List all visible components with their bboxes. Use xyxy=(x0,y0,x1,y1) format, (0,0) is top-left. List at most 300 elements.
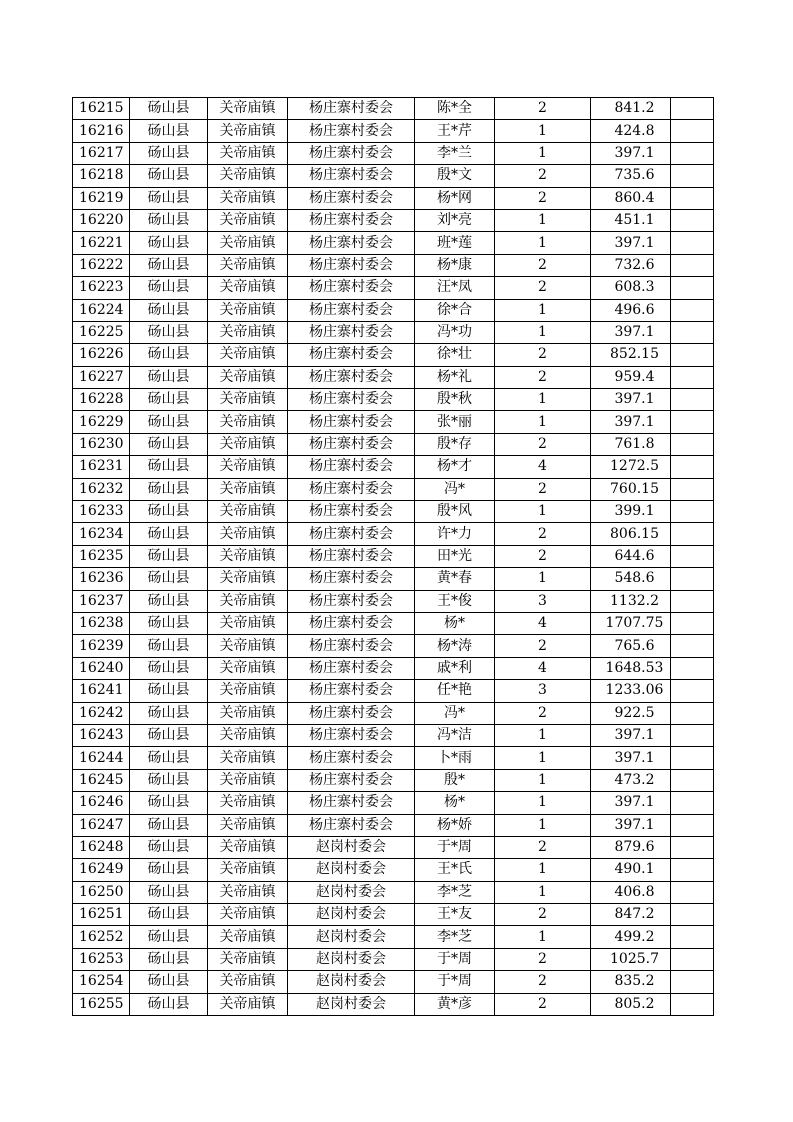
amount-cell: 406.8 xyxy=(591,881,671,903)
amount-cell: 397.1 xyxy=(591,724,671,746)
name-cell: 王*俊 xyxy=(415,590,495,612)
remark-cell xyxy=(671,568,714,590)
village-cell: 杨庄寨村委会 xyxy=(288,254,415,276)
table-row xyxy=(73,859,714,881)
name-cell: 冯* xyxy=(415,702,495,724)
amount-cell: 765.6 xyxy=(591,635,671,657)
town-cell: 关帝庙镇 xyxy=(208,657,288,679)
town-cell: 关帝庙镇 xyxy=(208,456,288,478)
county-cell: 砀山县 xyxy=(130,277,208,299)
household-count-cell: 2 xyxy=(495,433,591,455)
household-count-cell: 1 xyxy=(495,747,591,769)
town-cell: 关帝庙镇 xyxy=(208,277,288,299)
amount-cell: 841.2 xyxy=(591,98,671,120)
table-row xyxy=(73,657,714,679)
village-cell: 杨庄寨村委会 xyxy=(288,545,415,567)
village-cell: 杨庄寨村委会 xyxy=(288,120,415,142)
remark-cell xyxy=(671,702,714,724)
household-count-cell: 1 xyxy=(495,769,591,791)
remark-cell xyxy=(671,478,714,500)
household-count-cell: 1 xyxy=(495,411,591,433)
row-id-cell: 16250 xyxy=(73,881,130,903)
county-cell: 砀山县 xyxy=(130,657,208,679)
row-id-cell: 16223 xyxy=(73,277,130,299)
row-id-cell: 16242 xyxy=(73,702,130,724)
household-count-cell: 1 xyxy=(495,321,591,343)
name-cell: 许*力 xyxy=(415,523,495,545)
town-cell: 关帝庙镇 xyxy=(208,433,288,455)
remark-cell xyxy=(671,411,714,433)
town-cell: 关帝庙镇 xyxy=(208,545,288,567)
household-count-cell: 4 xyxy=(495,612,591,634)
county-cell: 砀山县 xyxy=(130,545,208,567)
county-cell: 砀山县 xyxy=(130,769,208,791)
remark-cell xyxy=(671,299,714,321)
table-row xyxy=(73,568,714,590)
remark-cell xyxy=(671,187,714,209)
town-cell: 关帝庙镇 xyxy=(208,836,288,858)
name-cell: 冯* xyxy=(415,478,495,500)
village-cell: 杨庄寨村委会 xyxy=(288,635,415,657)
table-row xyxy=(73,680,714,702)
county-cell: 砀山县 xyxy=(130,904,208,926)
household-count-cell: 1 xyxy=(495,859,591,881)
town-cell: 关帝庙镇 xyxy=(208,344,288,366)
county-cell: 砀山县 xyxy=(130,702,208,724)
household-count-cell: 1 xyxy=(495,724,591,746)
household-count-cell: 2 xyxy=(495,635,591,657)
remark-cell xyxy=(671,456,714,478)
household-count-cell: 2 xyxy=(495,366,591,388)
name-cell: 黄*彦 xyxy=(415,993,495,1015)
name-cell: 杨* xyxy=(415,792,495,814)
name-cell: 殷* xyxy=(415,769,495,791)
county-cell: 砀山县 xyxy=(130,724,208,746)
town-cell: 关帝庙镇 xyxy=(208,792,288,814)
county-cell: 砀山县 xyxy=(130,926,208,948)
town-cell: 关帝庙镇 xyxy=(208,568,288,590)
county-cell: 砀山县 xyxy=(130,612,208,634)
table-row xyxy=(73,501,714,523)
county-cell: 砀山县 xyxy=(130,254,208,276)
county-cell: 砀山县 xyxy=(130,523,208,545)
row-id-cell: 16251 xyxy=(73,904,130,926)
row-id-cell: 16218 xyxy=(73,165,130,187)
remark-cell xyxy=(671,612,714,634)
county-cell: 砀山县 xyxy=(130,993,208,1015)
table-row xyxy=(73,232,714,254)
amount-cell: 397.1 xyxy=(591,389,671,411)
county-cell: 砀山县 xyxy=(130,971,208,993)
name-cell: 于*周 xyxy=(415,836,495,858)
amount-cell: 761.8 xyxy=(591,433,671,455)
name-cell: 刘*亮 xyxy=(415,209,495,231)
household-count-cell: 1 xyxy=(495,142,591,164)
table-row xyxy=(73,98,714,120)
row-id-cell: 16249 xyxy=(73,859,130,881)
amount-cell: 397.1 xyxy=(591,232,671,254)
town-cell: 关帝庙镇 xyxy=(208,98,288,120)
amount-cell: 879.6 xyxy=(591,836,671,858)
village-cell: 杨庄寨村委会 xyxy=(288,389,415,411)
village-cell: 赵岗村委会 xyxy=(288,904,415,926)
village-cell: 杨庄寨村委会 xyxy=(288,142,415,164)
county-cell: 砀山县 xyxy=(130,98,208,120)
town-cell: 关帝庙镇 xyxy=(208,881,288,903)
table-row xyxy=(73,187,714,209)
row-id-cell: 16215 xyxy=(73,98,130,120)
household-count-cell: 2 xyxy=(495,836,591,858)
amount-cell: 735.6 xyxy=(591,165,671,187)
name-cell: 田*光 xyxy=(415,545,495,567)
amount-cell: 860.4 xyxy=(591,187,671,209)
household-count-cell: 1 xyxy=(495,389,591,411)
table-row xyxy=(73,523,714,545)
town-cell: 关帝庙镇 xyxy=(208,209,288,231)
household-count-cell: 2 xyxy=(495,344,591,366)
name-cell: 徐*壮 xyxy=(415,344,495,366)
village-cell: 杨庄寨村委会 xyxy=(288,702,415,724)
village-cell: 杨庄寨村委会 xyxy=(288,568,415,590)
remark-cell xyxy=(671,98,714,120)
table-row xyxy=(73,993,714,1015)
village-cell: 杨庄寨村委会 xyxy=(288,724,415,746)
row-id-cell: 16221 xyxy=(73,232,130,254)
row-id-cell: 16254 xyxy=(73,971,130,993)
table-row xyxy=(73,142,714,164)
town-cell: 关帝庙镇 xyxy=(208,120,288,142)
village-cell: 杨庄寨村委会 xyxy=(288,411,415,433)
amount-cell: 1707.75 xyxy=(591,612,671,634)
amount-cell: 806.15 xyxy=(591,523,671,545)
amount-cell: 959.4 xyxy=(591,366,671,388)
remark-cell xyxy=(671,859,714,881)
amount-cell: 499.2 xyxy=(591,926,671,948)
household-count-cell: 1 xyxy=(495,232,591,254)
village-cell: 杨庄寨村委会 xyxy=(288,792,415,814)
town-cell: 关帝庙镇 xyxy=(208,142,288,164)
household-count-cell: 2 xyxy=(495,277,591,299)
remark-cell xyxy=(671,657,714,679)
county-cell: 砀山县 xyxy=(130,456,208,478)
county-cell: 砀山县 xyxy=(130,165,208,187)
remark-cell xyxy=(671,209,714,231)
table-row xyxy=(73,433,714,455)
name-cell: 黄*春 xyxy=(415,568,495,590)
name-cell: 杨*网 xyxy=(415,187,495,209)
amount-cell: 608.3 xyxy=(591,277,671,299)
table-row xyxy=(73,702,714,724)
village-cell: 杨庄寨村委会 xyxy=(288,657,415,679)
row-id-cell: 16240 xyxy=(73,657,130,679)
household-count-cell: 1 xyxy=(495,501,591,523)
remark-cell xyxy=(671,366,714,388)
remark-cell xyxy=(671,904,714,926)
remark-cell xyxy=(671,836,714,858)
table-row xyxy=(73,411,714,433)
table-row xyxy=(73,926,714,948)
amount-cell: 835.2 xyxy=(591,971,671,993)
remark-cell xyxy=(671,277,714,299)
county-cell: 砀山县 xyxy=(130,859,208,881)
name-cell: 殷*存 xyxy=(415,433,495,455)
amount-cell: 1233.06 xyxy=(591,680,671,702)
household-count-cell: 2 xyxy=(495,545,591,567)
name-cell: 殷*秋 xyxy=(415,389,495,411)
row-id-cell: 16237 xyxy=(73,590,130,612)
village-cell: 赵岗村委会 xyxy=(288,993,415,1015)
table-row xyxy=(73,389,714,411)
row-id-cell: 16248 xyxy=(73,836,130,858)
county-cell: 砀山县 xyxy=(130,209,208,231)
table-row xyxy=(73,747,714,769)
name-cell: 冯*洁 xyxy=(415,724,495,746)
household-count-cell: 3 xyxy=(495,590,591,612)
name-cell: 于*周 xyxy=(415,948,495,970)
remark-cell xyxy=(671,344,714,366)
name-cell: 王*友 xyxy=(415,904,495,926)
name-cell: 于*周 xyxy=(415,971,495,993)
county-cell: 砀山县 xyxy=(130,635,208,657)
county-cell: 砀山县 xyxy=(130,232,208,254)
village-cell: 杨庄寨村委会 xyxy=(288,680,415,702)
county-cell: 砀山县 xyxy=(130,411,208,433)
amount-cell: 805.2 xyxy=(591,993,671,1015)
village-cell: 杨庄寨村委会 xyxy=(288,814,415,836)
village-cell: 赵岗村委会 xyxy=(288,971,415,993)
village-cell: 杨庄寨村委会 xyxy=(288,590,415,612)
table-row xyxy=(73,120,714,142)
village-cell: 杨庄寨村委会 xyxy=(288,277,415,299)
name-cell: 李*芝 xyxy=(415,926,495,948)
amount-cell: 1272.5 xyxy=(591,456,671,478)
village-cell: 杨庄寨村委会 xyxy=(288,299,415,321)
row-id-cell: 16247 xyxy=(73,814,130,836)
name-cell: 杨*涛 xyxy=(415,635,495,657)
remark-cell xyxy=(671,120,714,142)
village-cell: 杨庄寨村委会 xyxy=(288,456,415,478)
county-cell: 砀山县 xyxy=(130,187,208,209)
amount-cell: 852.15 xyxy=(591,344,671,366)
remark-cell xyxy=(671,948,714,970)
town-cell: 关帝庙镇 xyxy=(208,478,288,500)
row-id-cell: 16225 xyxy=(73,321,130,343)
table-row xyxy=(73,277,714,299)
amount-cell: 847.2 xyxy=(591,904,671,926)
row-id-cell: 16224 xyxy=(73,299,130,321)
town-cell: 关帝庙镇 xyxy=(208,769,288,791)
village-cell: 杨庄寨村委会 xyxy=(288,187,415,209)
village-cell: 杨庄寨村委会 xyxy=(288,478,415,500)
table-row xyxy=(73,836,714,858)
amount-cell: 496.6 xyxy=(591,299,671,321)
remark-cell xyxy=(671,433,714,455)
row-id-cell: 16217 xyxy=(73,142,130,164)
household-count-cell: 4 xyxy=(495,456,591,478)
row-id-cell: 16230 xyxy=(73,433,130,455)
village-cell: 杨庄寨村委会 xyxy=(288,523,415,545)
village-cell: 杨庄寨村委会 xyxy=(288,98,415,120)
name-cell: 班*莲 xyxy=(415,232,495,254)
name-cell: 杨*娇 xyxy=(415,814,495,836)
name-cell: 王*氏 xyxy=(415,859,495,881)
county-cell: 砀山县 xyxy=(130,680,208,702)
county-cell: 砀山县 xyxy=(130,120,208,142)
remark-cell xyxy=(671,501,714,523)
town-cell: 关帝庙镇 xyxy=(208,232,288,254)
remark-cell xyxy=(671,680,714,702)
household-count-cell: 1 xyxy=(495,299,591,321)
town-cell: 关帝庙镇 xyxy=(208,299,288,321)
row-id-cell: 16227 xyxy=(73,366,130,388)
row-id-cell: 16255 xyxy=(73,993,130,1015)
county-cell: 砀山县 xyxy=(130,299,208,321)
remark-cell xyxy=(671,881,714,903)
remark-cell xyxy=(671,926,714,948)
town-cell: 关帝庙镇 xyxy=(208,724,288,746)
table-row xyxy=(73,948,714,970)
row-id-cell: 16235 xyxy=(73,545,130,567)
household-count-cell: 2 xyxy=(495,948,591,970)
town-cell: 关帝庙镇 xyxy=(208,971,288,993)
amount-cell: 399.1 xyxy=(591,501,671,523)
table-row xyxy=(73,724,714,746)
household-count-cell: 2 xyxy=(495,702,591,724)
county-cell: 砀山县 xyxy=(130,433,208,455)
remark-cell xyxy=(671,769,714,791)
relief-roster-table xyxy=(72,97,714,1016)
table-row xyxy=(73,904,714,926)
remark-cell xyxy=(671,814,714,836)
town-cell: 关帝庙镇 xyxy=(208,859,288,881)
amount-cell: 397.1 xyxy=(591,747,671,769)
row-id-cell: 16231 xyxy=(73,456,130,478)
row-id-cell: 16228 xyxy=(73,389,130,411)
document-page xyxy=(72,97,714,1016)
village-cell: 杨庄寨村委会 xyxy=(288,747,415,769)
row-id-cell: 16229 xyxy=(73,411,130,433)
household-count-cell: 1 xyxy=(495,926,591,948)
amount-cell: 451.1 xyxy=(591,209,671,231)
village-cell: 杨庄寨村委会 xyxy=(288,209,415,231)
table-row xyxy=(73,299,714,321)
county-cell: 砀山县 xyxy=(130,836,208,858)
row-id-cell: 16252 xyxy=(73,926,130,948)
amount-cell: 397.1 xyxy=(591,321,671,343)
table-row xyxy=(73,366,714,388)
name-cell: 汪*凤 xyxy=(415,277,495,299)
town-cell: 关帝庙镇 xyxy=(208,747,288,769)
town-cell: 关帝庙镇 xyxy=(208,187,288,209)
county-cell: 砀山县 xyxy=(130,344,208,366)
remark-cell xyxy=(671,747,714,769)
row-id-cell: 16241 xyxy=(73,680,130,702)
table-row xyxy=(73,590,714,612)
town-cell: 关帝庙镇 xyxy=(208,389,288,411)
village-cell: 杨庄寨村委会 xyxy=(288,344,415,366)
county-cell: 砀山县 xyxy=(130,366,208,388)
remark-cell xyxy=(671,389,714,411)
name-cell: 李*芝 xyxy=(415,881,495,903)
amount-cell: 922.5 xyxy=(591,702,671,724)
row-id-cell: 16219 xyxy=(73,187,130,209)
household-count-cell: 2 xyxy=(495,971,591,993)
county-cell: 砀山县 xyxy=(130,321,208,343)
amount-cell: 644.6 xyxy=(591,545,671,567)
household-count-cell: 1 xyxy=(495,568,591,590)
household-count-cell: 2 xyxy=(495,254,591,276)
name-cell: 李*兰 xyxy=(415,142,495,164)
county-cell: 砀山县 xyxy=(130,478,208,500)
village-cell: 赵岗村委会 xyxy=(288,926,415,948)
remark-cell xyxy=(671,724,714,746)
village-cell: 杨庄寨村委会 xyxy=(288,769,415,791)
table-row xyxy=(73,814,714,836)
amount-cell: 397.1 xyxy=(591,792,671,814)
row-id-cell: 16216 xyxy=(73,120,130,142)
town-cell: 关帝庙镇 xyxy=(208,523,288,545)
village-cell: 赵岗村委会 xyxy=(288,859,415,881)
household-count-cell: 1 xyxy=(495,792,591,814)
amount-cell: 397.1 xyxy=(591,142,671,164)
remark-cell xyxy=(671,321,714,343)
table-row xyxy=(73,769,714,791)
table-row xyxy=(73,456,714,478)
town-cell: 关帝庙镇 xyxy=(208,948,288,970)
county-cell: 砀山县 xyxy=(130,501,208,523)
row-id-cell: 16222 xyxy=(73,254,130,276)
town-cell: 关帝庙镇 xyxy=(208,165,288,187)
town-cell: 关帝庙镇 xyxy=(208,680,288,702)
row-id-cell: 16236 xyxy=(73,568,130,590)
town-cell: 关帝庙镇 xyxy=(208,993,288,1015)
town-cell: 关帝庙镇 xyxy=(208,254,288,276)
town-cell: 关帝庙镇 xyxy=(208,904,288,926)
name-cell: 徐*合 xyxy=(415,299,495,321)
remark-cell xyxy=(671,971,714,993)
town-cell: 关帝庙镇 xyxy=(208,411,288,433)
table-row xyxy=(73,881,714,903)
row-id-cell: 16234 xyxy=(73,523,130,545)
row-id-cell: 16239 xyxy=(73,635,130,657)
town-cell: 关帝庙镇 xyxy=(208,501,288,523)
village-cell: 杨庄寨村委会 xyxy=(288,501,415,523)
row-id-cell: 16246 xyxy=(73,792,130,814)
row-id-cell: 16245 xyxy=(73,769,130,791)
name-cell: 杨*康 xyxy=(415,254,495,276)
name-cell: 任*艳 xyxy=(415,680,495,702)
table-row xyxy=(73,792,714,814)
county-cell: 砀山县 xyxy=(130,389,208,411)
name-cell: 王*芹 xyxy=(415,120,495,142)
table-row xyxy=(73,612,714,634)
amount-cell: 397.1 xyxy=(591,814,671,836)
table-body xyxy=(73,98,714,1016)
amount-cell: 1648.53 xyxy=(591,657,671,679)
row-id-cell: 16244 xyxy=(73,747,130,769)
village-cell: 杨庄寨村委会 xyxy=(288,232,415,254)
village-cell: 赵岗村委会 xyxy=(288,881,415,903)
remark-cell xyxy=(671,993,714,1015)
amount-cell: 397.1 xyxy=(591,411,671,433)
name-cell: 殷*文 xyxy=(415,165,495,187)
row-id-cell: 16238 xyxy=(73,612,130,634)
household-count-cell: 1 xyxy=(495,881,591,903)
household-count-cell: 2 xyxy=(495,478,591,500)
household-count-cell: 2 xyxy=(495,98,591,120)
name-cell: 杨*才 xyxy=(415,456,495,478)
household-count-cell: 2 xyxy=(495,904,591,926)
